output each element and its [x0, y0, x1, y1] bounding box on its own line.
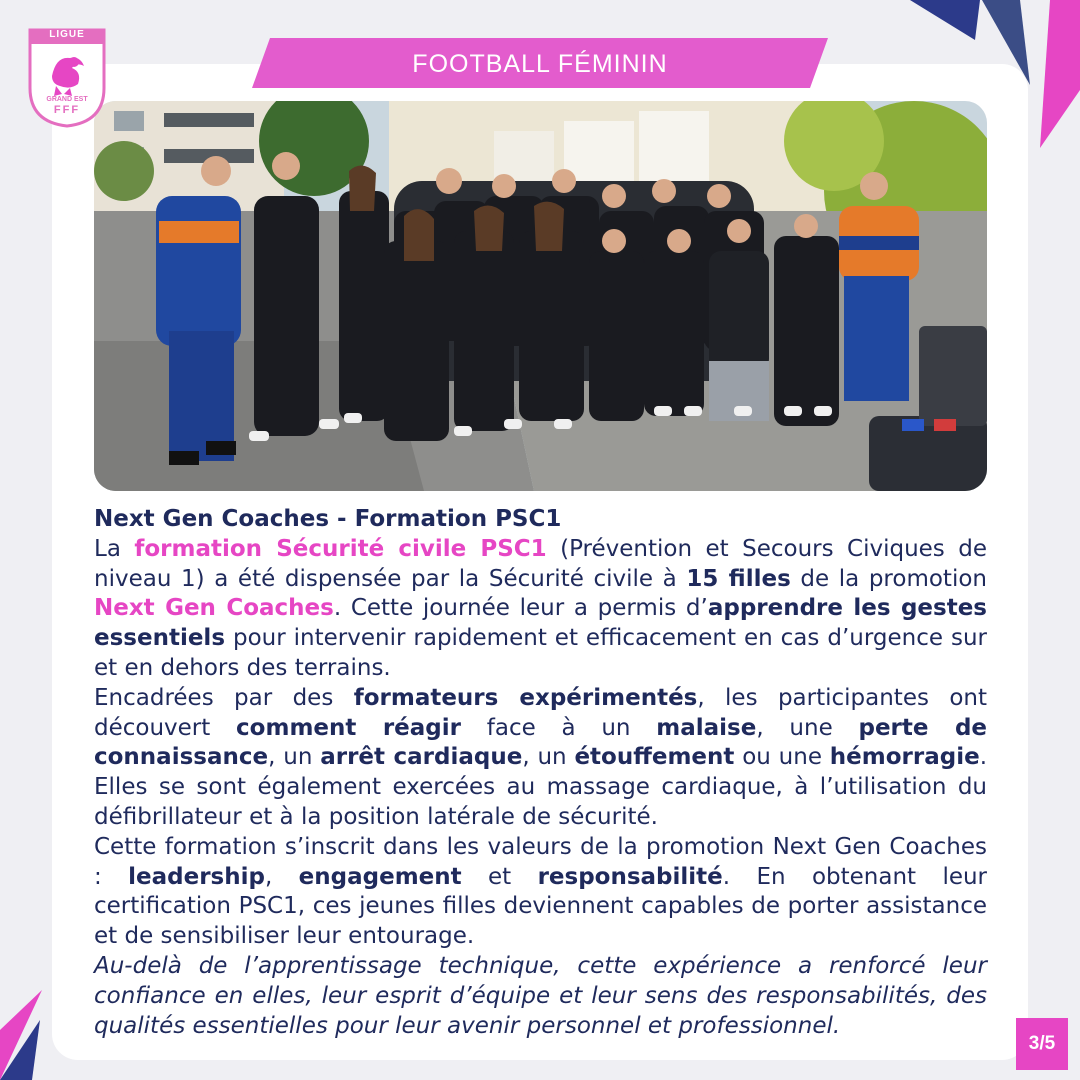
text-span: . Cette journée leur a permis d’	[333, 595, 708, 622]
text-span: (Prévention et Secours Civiques de niveau 1) a été dispensée par la Sécurité civile à	[94, 535, 987, 592]
text-span: face à un	[461, 714, 657, 741]
text-span: Encadrées par des	[94, 684, 354, 711]
bold-15-filles: 15 filles	[686, 565, 791, 592]
text-span: , une	[756, 714, 859, 741]
bold-engagement: engagement	[298, 863, 462, 890]
text-span: et	[461, 863, 538, 890]
section-banner	[252, 38, 828, 88]
bold-etouffement: étouffement	[574, 744, 735, 771]
bold-comment-reagir: comment réagir	[236, 714, 461, 741]
text-span: . Elles se sont également exercées au massage cardiaque, à l’utilisation du défibrillateur et à la position latérale de sécurité.	[94, 744, 988, 830]
text-span: de la promotion	[790, 565, 987, 592]
highlight-next-gen-coaches: Next Gen Coaches	[94, 595, 334, 622]
bold-formateurs: formateurs expérimentés	[353, 684, 698, 711]
paragraph-conclusion: Au-delà de l’apprentissage technique, cette expérience a renforcé leur confiance en elles, leur esprit d’équipe et leur sens des responsabilités, des qualités essentielles pour leur avenir personnel et professionnel.	[94, 952, 987, 1039]
bold-malaise: malaise	[656, 714, 757, 741]
group-photo	[94, 101, 987, 491]
article-body	[94, 505, 987, 1041]
bold-arret-cardiaque: arrêt cardiaque	[320, 744, 523, 771]
bold-perte-connaissance: perte de connaissance	[94, 714, 988, 771]
ligue-grand-est-logo	[26, 26, 108, 128]
paragraph-intro	[94, 535, 987, 684]
highlight-formation: formation Sécurité civile PSC1	[134, 535, 547, 562]
bold-leadership: leadership	[128, 863, 265, 890]
text-span: La	[94, 535, 135, 562]
logo-ligue-text: LIGUE	[49, 29, 85, 40]
banner-title: FOOTBALL FÉMININ	[412, 50, 668, 78]
text-span: ou une	[734, 744, 830, 771]
logo-region-text: GRAND EST	[46, 96, 88, 103]
bold-hemorragie: hémorragie	[829, 744, 980, 771]
text-span: , un	[522, 744, 575, 771]
article-title: Next Gen Coaches - Formation PSC1	[94, 506, 562, 532]
text-span: ,	[264, 863, 299, 890]
bold-gestes-essentiels: apprendre les gestes essentiels	[94, 595, 987, 652]
paragraph-skills	[94, 684, 987, 833]
paragraph-values	[94, 833, 987, 952]
logo-fff-text: FFF	[53, 104, 81, 116]
page-indicator: 3/5	[1016, 1018, 1068, 1070]
text-span: , un	[268, 744, 321, 771]
bold-responsabilite: responsabilité	[537, 863, 723, 890]
text-span: pour intervenir rapidement et efficacement en cas d’urgence sur et en dehors des terrains.	[94, 625, 987, 681]
bottom-left-decoration	[0, 990, 60, 1080]
text-span: Cette formation s’inscrit dans les valeurs de la promotion Next Gen Coaches :	[94, 833, 987, 890]
text-span: . En obtenant leur certification PSC1, ces jeunes filles deviennent capables de porter assistance et de sensibiliser leur entourage.	[94, 863, 988, 950]
text-span: , les participantes ont découvert	[94, 684, 988, 741]
